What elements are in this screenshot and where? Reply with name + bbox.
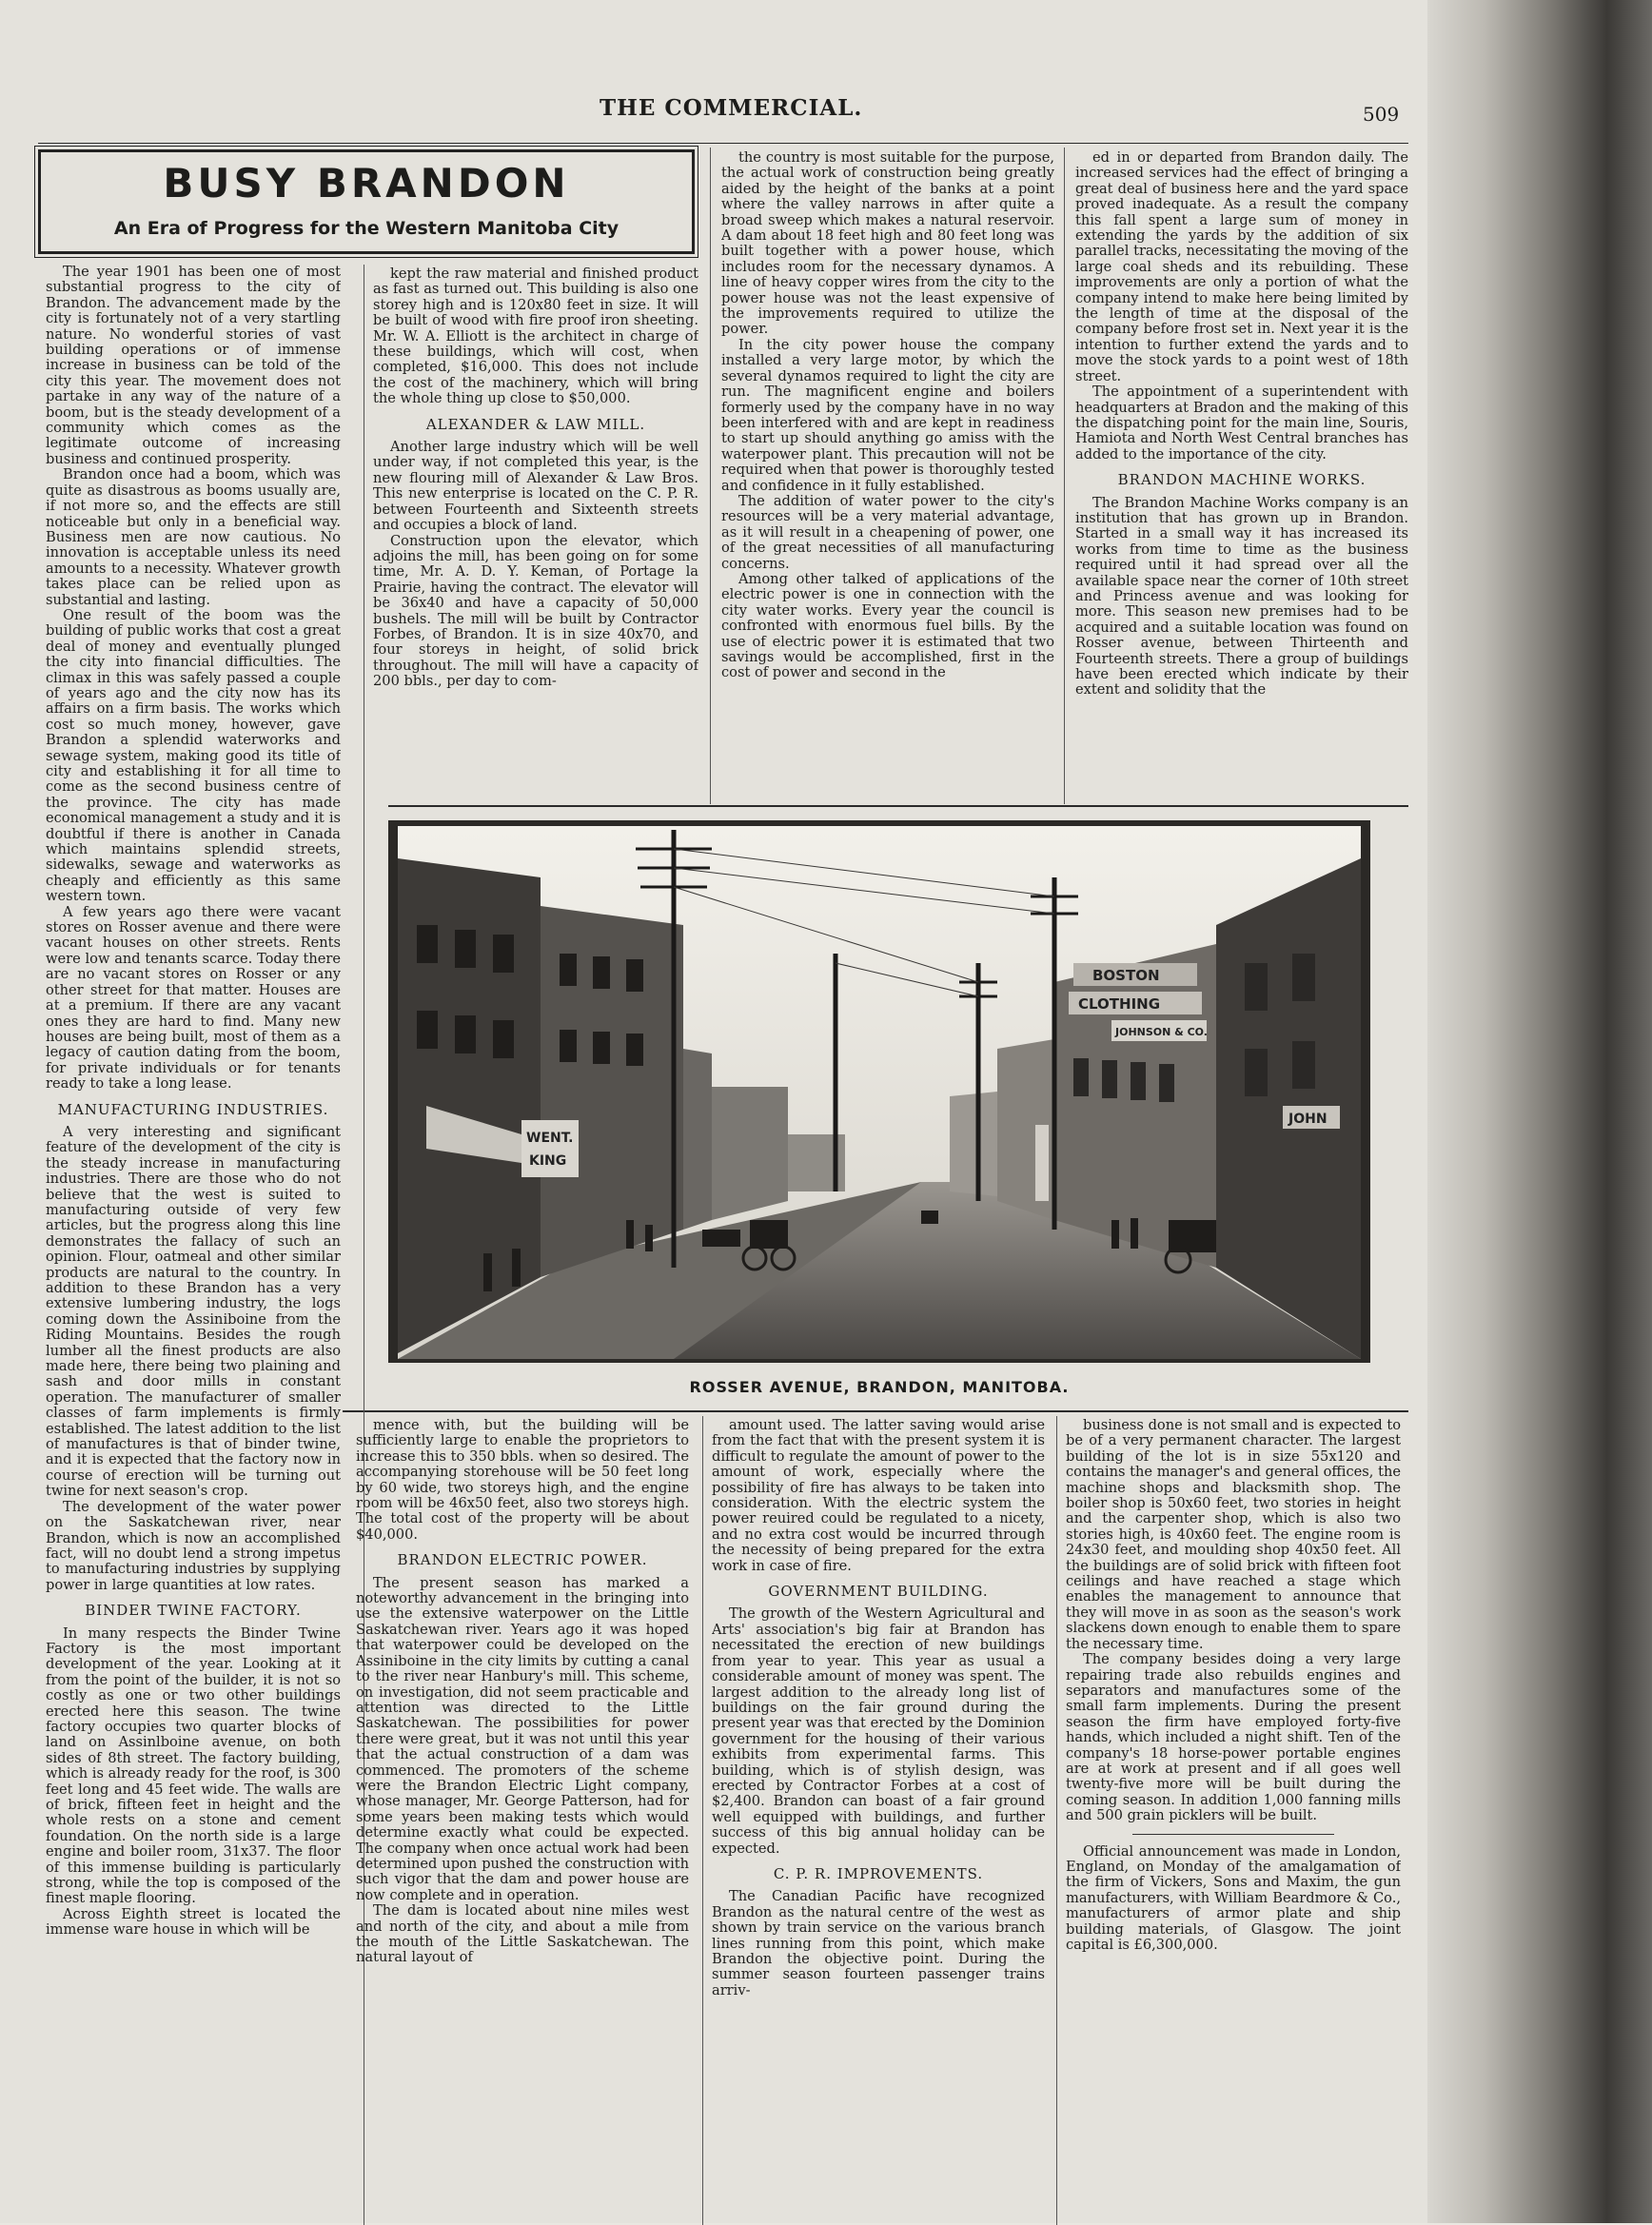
column-divider-2 bbox=[710, 148, 711, 804]
paragraph: The Brandon Machine Works company is an institution that has grown up in Brandon. Started in a small way it has increased its works from time to time as the business required until it had spread over all the available space near the corner of 10th street and Princess avenue and was looking for more. This season new premises had to be acquired and a suitable location was found on Rosser avenue, between Thirteenth and Fourteenth streets. There a group of buildings have been erected which indicate by their extent and solidity that the bbox=[1075, 494, 1408, 699]
publication-masthead: THE COMMERCIAL. bbox=[600, 95, 863, 121]
paragraph: The appointment of a superintendent with headquarters at Bradon and the making of this the dispatching point for the main line, Souris, Hamiota and North West Central branches has added to the importance of the city. bbox=[1075, 384, 1408, 463]
section-heading-government-building: GOVERNMENT BUILDING. bbox=[768, 1583, 989, 1601]
photo-caption: ROSSER AVENUE, BRANDON, MANITOBA. bbox=[689, 1378, 1070, 1396]
paragraph: amount used. The latter saving would arise from the fact that with the present system it is difficult to regulate the amount of power to the amount of work, especially where the possibility of fire has always to be taken into consideration. With the electric system the power reuired could be regulated to a nicety, and no extra cost would be incurred through the necessity of being prepared for the extra work in case of fire. bbox=[712, 1418, 1045, 1574]
paragraph: kept the raw material and finished product as fast as turned out. This building is also one storey high and is 120x80 feet in size. It will be built of wood with fire proof iron sheeting. Mr. W. A. Elliott is the architect in charge of these buildings, which will cost, when completed, $16,000. This does not include the cost of the machinery, which will bring the whole thing up close to $50,000. bbox=[373, 266, 698, 407]
section-heading-electric-power: BRANDON ELECTRIC POWER. bbox=[397, 1551, 648, 1569]
sign-went: WENT. bbox=[526, 1131, 574, 1146]
street-photograph bbox=[388, 820, 1370, 1363]
paragraph: Official announcement was made in London, England, on Monday of the amalgamation of the firm of Vickers, Sons and Maxim, the gun manufacturers, with William Beardmore & Co., manufacturers of armor plate and ship building materials, of Glasgow. The joint capital is £6,300,000. bbox=[1066, 1842, 1401, 1953]
section-heading-binder-twine: BINDER TWINE FACTORY. bbox=[85, 1602, 302, 1620]
column-divider-4 bbox=[702, 1416, 703, 2225]
paragraph: Another large industry which will be well under way, if not completed this year, is the new flouring mill of Alexander & Law Bros. This new enterprise is located on the C. P. R. between Fourteenth and Sixteenth streets and occupies a block of land. bbox=[373, 439, 698, 534]
upper-section-rule bbox=[388, 805, 1408, 807]
paragraph: Brandon once had a boom, which was quite as disastrous as booms usually are, if not more so, and the effects are still noticeable but only in a beneficial way. Business men are now cautious. No innovation is acceptable unless its need amounts to a necessity. Whatever growth takes place can be relied upon as substantial and lasting. bbox=[46, 466, 341, 608]
paragraph: The present season has marked a noteworthy advancement in the bringing into use the extensive waterpower on the Little Saskatchewan river. Years ago it was hoped that waterpower could be developed on the Assiniboine in the city limits by cutting a canal to the river near Hanbury's mill. This scheme, on investigation, did not seem practicable and attention was directed to the Little Saskatchewan. The possibilities for power there were great, but it was not until this year that the actual construction of a dam was commenced. The promoters of the scheme were the Brandon Electric Light company, whose manager, Mr. George Patterson, had for some years been making tests which would determine exactly what could be expected. The company when once actual work had been determined upon pushed the construction with such vigor that the dam and power house are now complete and in operation. bbox=[356, 1574, 689, 1903]
section-heading-alexander-law: ALEXANDER & LAW MILL. bbox=[425, 415, 646, 433]
column-4-lower bbox=[1066, 1418, 1401, 2084]
article-subtitle: An Era of Progress for the Western Manitoba City bbox=[113, 218, 620, 239]
paragraph: In the city power house the company installed a very large motor, by which the several dynamos required to light the city are run. The magnificent engine and boilers formerly used by the company have in no way been interfered with and are kept in readiness to start up should anything go amiss with the waterpower plant. This precaution will not be required when that power is thoroughly tested and confidence in it fully established. bbox=[721, 336, 1054, 494]
sign-boston: BOSTON bbox=[1092, 967, 1160, 984]
article-separator bbox=[1132, 1834, 1333, 1835]
paragraph: ed in or departed from Brandon daily. The increased services had the effect of bringing a great deal of business here and the yard space proved inadequate. As a result the company this fall spent a large sum of money in extending the yards by the addition of six parallel tracks, necessitating the moving of the large coal sheds and its rebuilding. These improvements are only a portion of what the company intend to make here being limited by the length of time at the disposal of the company before frost set in. Next year it is the intention to further extend the yards and to move the stock yards to a point west of 18th street. bbox=[1075, 150, 1408, 384]
sign-clothing: CLOTHING bbox=[1078, 995, 1161, 1013]
paragraph: business done is not small and is expected to be of a very permanent character. The largest building of the lot is in size 55x120 and contains the manager's and general offices, the machine shops and blacksmith shop. The boiler shop is 50x60 feet, two stories in height and the carpenter shop, which is also two stories high, is 40x60 feet. The engine room is 24x30 feet, and moulding shop 40x50 feet. All the buildings are of solid brick with fifteen foot ceilings and have reached a stage which enables the management to announce that they will move in as soon as the season's work slackens down enough to enable them to spare the necessary time. bbox=[1066, 1418, 1401, 1652]
paragraph: The year 1901 has been one of most substantial progress to the city of Brandon. The advancement made by the city is fortunately not of a very startling nature. No wonderful stories of vast building operations or of immense increase in business can be told of the city this year. The movement does not partake in any way of the nature of a boom, but is the steady development of a community which comes as the legitimate outcome of increasing business and continued prosperity. bbox=[46, 265, 341, 467]
paragraph: Across Eighth street is located the immense ware house in which will be bbox=[46, 1905, 341, 1939]
paragraph: One result of the boom was the building of public works that cost a great deal of money and eventually plunged the city into financial difficulties. The climax in this was safely passed a couple of years ago and the city now has its affairs on a firm basis. The works which cost so much money, however, gave Brandon a splendid waterworks and sewage system, making good its title of city and establishing it for all time to come as the second business centre of the province. The city has made economical management a study and it is doubtful if there is another in Canada which maintains splendid streets, sidewalks, sewage and waterworks as cheaply and efficiently as this same western town. bbox=[46, 606, 341, 905]
paragraph: The growth of the Western Agricultural and Arts' association's big fair at Brandon has necessitated the erection of new buildings from year to year. This year as usual a considerable amount of money was spent. The largest addition to the already long list of buildings on the fair ground during the present year was that erected by the Dominion government for the housing of their various exhibits from experimental farms. This building, which is of stylish design, was erected by Contractor Forbes at a cost of $2,400. Brandon can boast of a fair ground well equipped with buildings, and further success of this big annual holiday can be expected. bbox=[712, 1605, 1045, 1857]
column-3-upper bbox=[721, 150, 1054, 784]
paragraph: The dam is located about nine miles west and north of the city, and about a mile from the mouth of the Little Saskatchewan. The natural layout of bbox=[356, 1902, 689, 1966]
column-4-upper bbox=[1075, 150, 1408, 790]
column-3-lower bbox=[712, 1418, 1045, 2084]
paragraph: The Canadian Pacific have recognized Brandon as the natural centre of the west as shown by train service on the various branch lines running from this point, which make Brandon the objective point. During the summer season fourteen passenger trains arriv- bbox=[712, 1888, 1045, 1999]
book-spine-shadow bbox=[1427, 0, 1652, 2223]
paragraph: A very interesting and significant feature of the development of the city is the steady increase in manufacturing industries. There are those who do not believe that the west is suited to manufacturing outside of very few articles, but the progress along this line demonstrates the fallacy of such an opinion. Flour, oatmeal and other similar products are natural to the country. In addition to these Brandon has a very extensive lumbering industry, the logs coming down the Assiniboine from the Riding Mountains. Besides the rough lumber all the finest products are also made here, there being two plaining and sash and door mills in constant operation. The manufacturer of smaller classes of farm implements is firmly established. The latest addition to the list of manufactures is that of binder twine, and it is expected that the factory now in course of erection will be turning out twine for next season's crop. bbox=[46, 1123, 341, 1500]
paragraph: Among other talked of applications of the electric power is one in connection with the city water works. Every year the council is confronted with enormous fuel bills. By the use of electric power it is estimated that two savings would be accomplished, first in the cost of power and second in the bbox=[721, 570, 1054, 681]
paragraph: The company besides doing a very large repairing trade also rebuilds engines and separators and manufactures some of the small farm implements. During the present season the firm have employed forty-five hands, which included a night shift. Ten of the company's 18 horse-power portable engines are at work at present and if all goes well twenty-five more will be built during the coming season. In addition 1,000 fanning mills and 500 grain picklers will be built. bbox=[1066, 1651, 1401, 1824]
paragraph: The addition of water power to the city's resources will be a very material advantage, as it will result in a cheapening of power, one of the great necessities of all manufacturing concerns. bbox=[721, 492, 1054, 572]
section-heading-machine-works: BRANDON MACHINE WORKS. bbox=[1117, 471, 1367, 489]
paragraph: Construction upon the elevator, which adjoins the mill, has been going on for some time, Mr. A. D. Y. Keman, of Portage la Prairie, having the contract. The elevator will be 36x40 and have a capacity of 50,000 bushels. The mill will be built by Contractor Forbes, of Brandon. It is in size 40x70, and four storeys in height, of solid brick throughout. The mill will have a capacity of 200 bbls., per day to com- bbox=[373, 532, 698, 690]
photo-illustration bbox=[388, 820, 1370, 1363]
paragraph: A few years ago there were vacant stores on Rosser avenue and there were vacant houses on other streets. Rents were low and tenants scarce. Today there are no vacant stores on Rosser or any other street for that matter. Houses are at a premium. If there are any vacant ones they are hard to find. Many new houses are being built, most of them as a legacy of caution dating from the boom, for private individuals or for tenants ready to take a long lease. bbox=[46, 903, 341, 1093]
column-divider-5 bbox=[1056, 1416, 1057, 2225]
top-rule bbox=[38, 143, 1408, 144]
paragraph: In many respects the Binder Twine Factory is the most important development of the year. Looking at it from the point of the builder, it is not so costly as one or two other buildings erected here this season. The twine factory occupies two quarter blocks of land on Assinlboine avenue, on both sides of 8th street. The factory building, which is already ready for the roof, is 300 feet long and 45 feet wide. The walls are of brick, fifteen feet in height and the whole rests on a stone and cement foundation. On the north side is a large engine and boiler room, 31x37. The floor of this immense building is particularly strong, while the top is composed of the finest maple flooring. bbox=[46, 1624, 341, 1907]
sign-johnson: JOHNSON & CO. bbox=[1115, 1026, 1208, 1038]
section-heading-cpr-improvements: C. P. R. IMPROVEMENTS. bbox=[773, 1864, 984, 1882]
paragraph: the country is most suitable for the purpose, the actual work of construction being greatly aided by the height of the banks at a point where the valley narrows in after quite a broad sweep which makes a natural reservoir. A dam about 18 feet high and 80 feet long was built together with a power house, which includes room for the necessary dynamos. A line of heavy copper wires from the city to the power house was not the least expensive of the improvements required to utilize the power. bbox=[721, 150, 1054, 338]
paragraph: mence with, but the building will be sufficiently large to enable the proprietors to increase this to 350 bbls. when so desired. The accompanying storehouse will be 50 feet long by 60 wide, two storeys high, and the engine room will be 46x50 feet, also two storeys high. The total cost of the property will be about $40,000. bbox=[356, 1418, 689, 1543]
page-number: 509 bbox=[1363, 103, 1400, 126]
column-2-upper bbox=[373, 266, 698, 780]
article-headline: BUSY BRANDON bbox=[163, 160, 570, 207]
paragraph: The development of the water power on the Saskatchewan river, near Brandon, which is now an accomplished fact, will no doubt lend a strong impetus to manufacturing industries by supplying power in large quantities at low rates. bbox=[46, 1498, 341, 1593]
column-1 bbox=[46, 265, 341, 2103]
sign-king: KING bbox=[529, 1153, 567, 1169]
caption-rule bbox=[343, 1410, 1408, 1412]
column-2-lower bbox=[356, 1418, 689, 2084]
column-divider-3 bbox=[1064, 148, 1065, 804]
section-heading-manufacturing: MANUFACTURING INDUSTRIES. bbox=[57, 1100, 329, 1118]
sign-john: JOHN bbox=[1288, 1112, 1328, 1127]
article-title-box bbox=[38, 149, 695, 254]
